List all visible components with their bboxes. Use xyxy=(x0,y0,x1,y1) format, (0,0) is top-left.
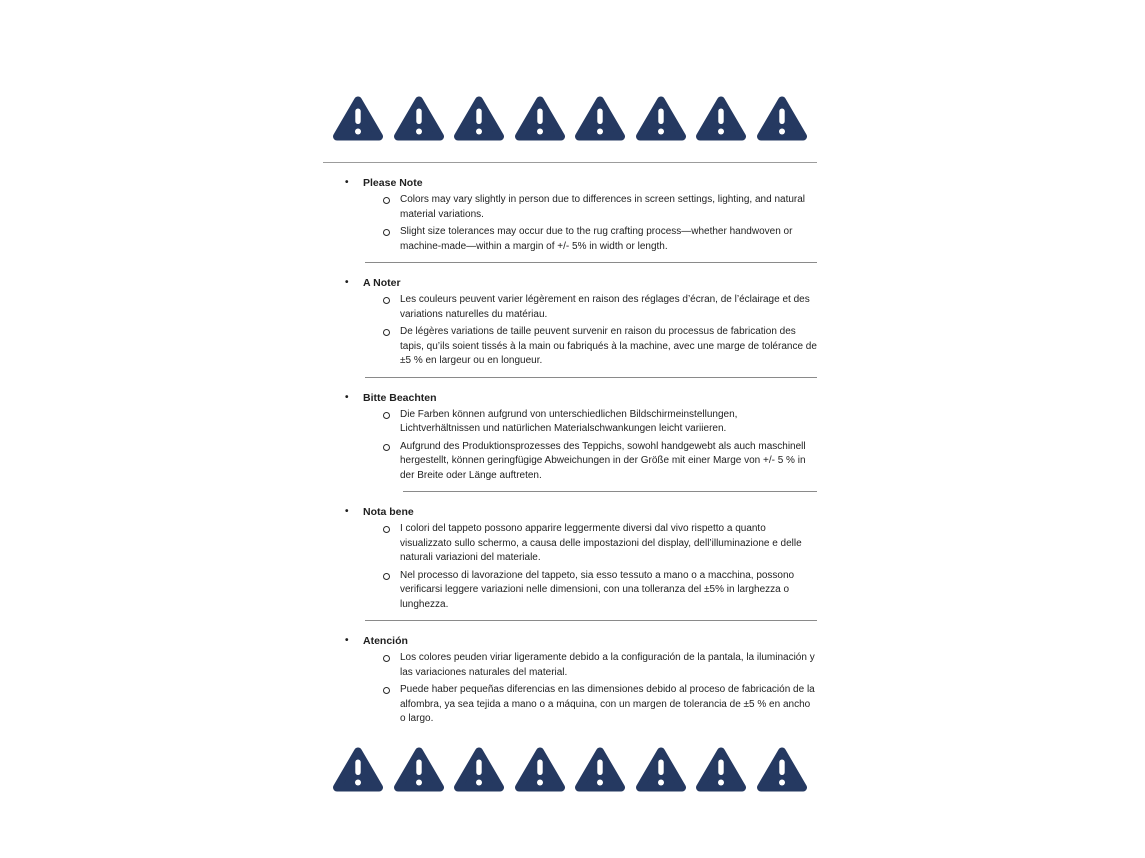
circle-bullet-icon xyxy=(383,293,400,322)
circle-bullet-icon xyxy=(383,522,400,566)
notice-text: Los colores peuden viriar ligeramente debido a la configuración de la pantala, la iluminación y las variaciones naturales del material. xyxy=(400,652,815,678)
circle-bullet-icon xyxy=(383,440,400,484)
document-content xyxy=(323,95,817,793)
list-item xyxy=(323,225,817,254)
list-item xyxy=(323,683,817,727)
section-heading-row xyxy=(323,634,817,648)
notice-text: Puede haber pequeñas diferencias en las dimensiones debido al proceso de fabricación de la alfombra, ya sea tejida a mano o a máquina, con un margen de tolerancia de ±5 % en ancho o largo. xyxy=(400,684,815,724)
bullet-icon: • xyxy=(345,177,349,188)
warning-triangle-icon xyxy=(756,746,808,793)
circle-bullet-icon xyxy=(383,193,400,222)
notice-sections xyxy=(323,176,817,727)
section-heading-row xyxy=(323,176,817,190)
bullet-icon: • xyxy=(345,635,349,646)
warning-banner-top xyxy=(323,95,817,142)
notice-text: Aufgrund des Produktionsprozesses des Teppichs, sowohl handgewebt als auch maschinell hergestellt, können geringfügige Abweichungen in der Größe mit einer Marge von +/- 5 % in der Breite oder Länge auftreten. xyxy=(400,440,806,481)
list-item xyxy=(323,522,817,566)
bullet-icon: • xyxy=(345,506,349,517)
bullet-icon: • xyxy=(345,277,349,288)
warning-triangle-icon xyxy=(393,746,445,793)
warning-triangle-icon xyxy=(514,746,566,793)
section-items xyxy=(323,193,817,254)
notice-section xyxy=(323,391,817,493)
section-heading-row xyxy=(323,391,817,405)
notice-section xyxy=(323,176,817,263)
notice-section xyxy=(323,505,817,621)
section-title: Nota bene xyxy=(363,506,414,518)
warning-triangle-icon xyxy=(453,746,505,793)
section-title: Atención xyxy=(363,635,408,647)
section-items xyxy=(323,293,817,369)
notice-text: Les couleurs peuvent varier légèrement en raison des réglages d’écran, de l’éclairage et des variations naturelles du matériau. xyxy=(400,294,810,320)
warning-triangle-icon xyxy=(695,746,747,793)
warning-triangle-icon xyxy=(453,95,505,142)
notice-text: I colori del tappeto possono apparire leggermente diversi dal vivo rispetto a quanto visualizzato sullo schermo, a causa delle impostazioni del display, dell’illuminazione e delle naturali variazioni del materiale. xyxy=(400,523,802,563)
section-title: Please Note xyxy=(363,177,423,189)
section-heading-row xyxy=(323,276,817,290)
section-items xyxy=(323,651,817,727)
section-divider xyxy=(403,491,817,492)
circle-bullet-icon xyxy=(383,651,400,680)
list-item xyxy=(323,569,817,613)
notice-text: Nel processo di lavorazione del tappeto, sia esso tessuto a mano o a macchina, possono verificarsi leggere variazioni nelle dimensioni, con una tolleranza del ±5% in larghezza o lunghezza. xyxy=(400,569,795,610)
warning-triangle-icon xyxy=(574,95,626,142)
warning-triangle-icon xyxy=(574,746,626,793)
notice-section xyxy=(323,276,817,378)
section-heading-row xyxy=(323,505,817,519)
warning-triangle-icon xyxy=(514,95,566,142)
notice-section xyxy=(323,634,817,727)
section-title: A Noter xyxy=(363,277,401,289)
list-item xyxy=(323,293,817,322)
notice-text: De légères variations de taille peuvent survenir en raison du processus de fabrication des tapis, qu’ils soient tissés à la main ou fabriqués à la machine, avec une marge de tolérance de ±5 % en largeur ou en longueur. xyxy=(400,326,817,366)
warning-triangle-icon xyxy=(756,95,808,142)
notice-text: Die Farben können aufgrund von unterschiedlichen Bildschirmeinstellungen, Lichtverhältnissen und natürlichen Materialschwankungen leicht variieren. xyxy=(400,408,738,434)
circle-bullet-icon xyxy=(383,569,400,613)
warning-triangle-icon xyxy=(332,95,384,142)
list-item xyxy=(323,193,817,222)
section-title: Bitte Beachten xyxy=(363,391,437,404)
section-divider xyxy=(365,377,817,378)
notice-text: Slight size tolerances may occur due to the rug crafting process—whether handwoven or machine-made—within a margin of +/- 5% in width or length. xyxy=(400,226,793,252)
circle-bullet-icon xyxy=(383,408,400,437)
section-divider xyxy=(365,620,817,621)
warning-triangle-icon xyxy=(635,746,687,793)
warning-triangle-icon xyxy=(695,95,747,142)
list-item xyxy=(323,651,817,680)
list-item xyxy=(323,408,817,437)
bullet-icon: • xyxy=(345,391,349,403)
warning-banner-bottom xyxy=(323,746,817,793)
warning-triangle-icon xyxy=(332,746,384,793)
warning-triangle-icon xyxy=(393,95,445,142)
section-items xyxy=(323,522,817,612)
circle-bullet-icon xyxy=(383,683,400,727)
notice-text: Colors may vary slightly in person due to differences in screen settings, lighting, and natural material variations. xyxy=(400,194,806,220)
section-divider xyxy=(365,262,817,263)
warning-triangle-icon xyxy=(635,95,687,142)
list-item xyxy=(323,325,817,369)
circle-bullet-icon xyxy=(383,225,400,254)
top-divider xyxy=(323,162,817,163)
list-item xyxy=(323,440,817,484)
section-items xyxy=(323,408,817,484)
circle-bullet-icon xyxy=(383,325,400,369)
